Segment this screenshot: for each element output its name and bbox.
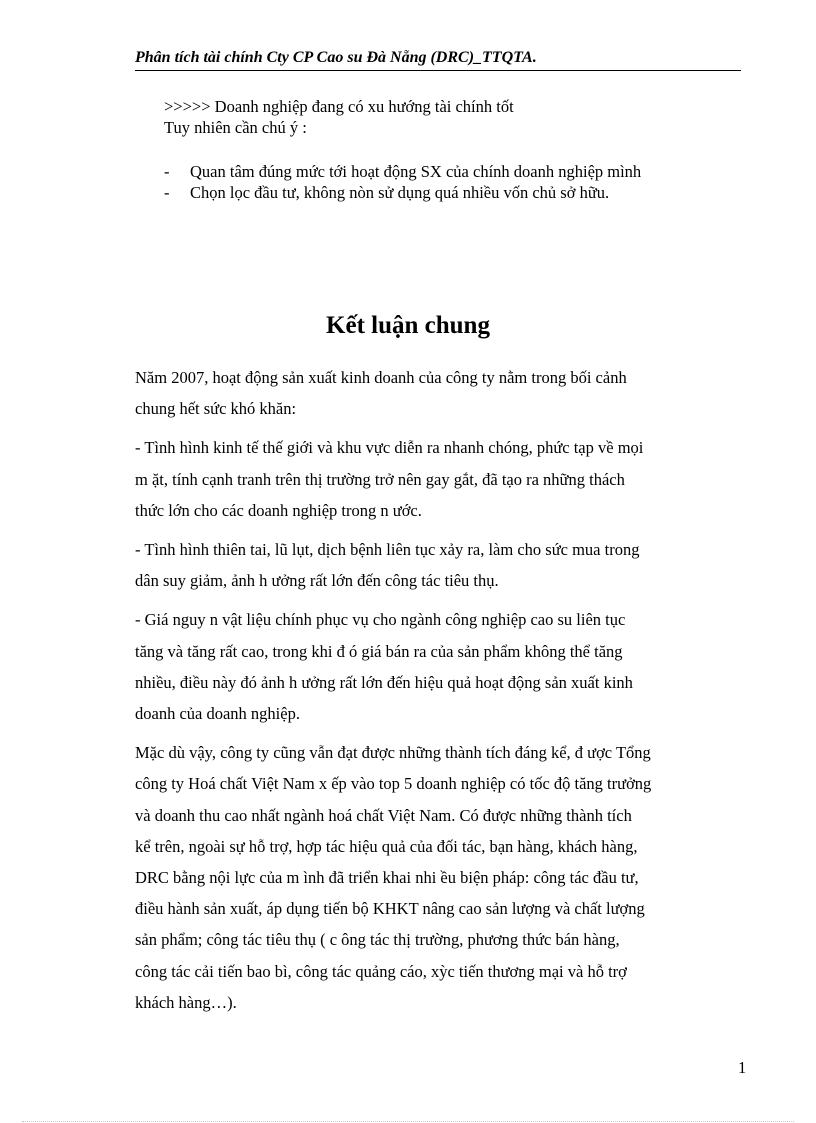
list-item (164, 182, 641, 203)
paragraph (135, 432, 735, 526)
text-line: công ty Hoá chất Việt Nam x ếp vào top 5 doanh nghiệp có tốc độ tăng trưởng (135, 774, 652, 794)
text-line: Mặc dù vậy, công ty cũng vẫn đạt được những thành tích đáng kể, đ ược Tổng (135, 743, 651, 763)
body-text (135, 362, 735, 1026)
text-line: m ặt, tính cạnh tranh trên thị trường trở nên gay gắt, đã tạo ra những thách (135, 469, 625, 489)
text-line: - Tình hình kinh tế thế giới và khu vực diễn ra nhanh chóng, phức tạp về mọi (135, 438, 644, 458)
bullet-list (164, 161, 641, 203)
bullet-text: Chọn lọc đầu tư, không nòn sử dụng quá nhiều vốn chủ sở hữu. (190, 183, 610, 202)
text-line: chung hết sức khó khăn: (135, 399, 297, 419)
bullet-dash: - (164, 162, 170, 181)
running-header: Phân tích tài chính Cty CP Cao su Đà Nẵng (DRC)_TTQTA. (135, 48, 741, 71)
paragraph (135, 362, 735, 424)
text-line: - Tình hình thiên tai, lũ lụt, dịch bệnh liên tục xảy ra, làm cho sức mua trong (135, 540, 640, 560)
text-line: khách hàng…). (135, 992, 237, 1012)
list-item (164, 161, 641, 182)
intro-block (164, 96, 514, 138)
intro-line-trend: >>>>> Doanh nghiệp đang có xu hướng tài chính tốt (164, 97, 514, 116)
text-line: - Giá nguy n vật liệu chính phục vụ cho ngành công nghiệp cao su liên tục (135, 610, 626, 630)
text-line: điều hành sản xuất, áp dụng tiến bộ KHKT nâng cao sản lượng và chất lượng (135, 899, 645, 919)
text-line: tăng và tăng rất cao, trong khi đ ó giá bán ra của sản phẩm không thể tăng (135, 641, 623, 661)
text-line: kể trên, ngoài sự hỗ trợ, hợp tác hiệu quả của đối tác, bạn hàng, khách hàng, (135, 836, 638, 856)
text-line: công tác cải tiến bao bì, công tác quảng cáo, xỳc tiến thương mại và hỗ trợ (135, 961, 627, 981)
paragraph (135, 534, 735, 596)
text-line: sản phẩm; công tác tiêu thụ ( c ông tác thị trường, phương thức bán hàng, (135, 930, 620, 950)
text-line: doanh của doanh nghiệp. (135, 704, 300, 724)
text-line: và doanh thu cao nhất ngành hoá chất Việt Nam. Có được những thành tích (135, 805, 632, 825)
text-line: dân suy giảm, ảnh h ưởng rất lớn đến công tác tiêu thụ. (135, 571, 499, 591)
text-line: Năm 2007, hoạt động sản xuất kinh doanh của công ty nằm trong bối cảnh (135, 368, 627, 387)
bullet-dash: - (164, 183, 170, 202)
page-number: 1 (738, 1058, 747, 1077)
page-bottom-divider (22, 1121, 794, 1122)
bullet-text: Quan tâm đúng mức tới hoạt động SX của chính doanh nghiệp mình (190, 162, 642, 181)
text-line: DRC bằng nội lực của m ình đã triển khai nhi ều biện pháp: công tác đầu tư, (135, 868, 639, 888)
paragraph (135, 604, 735, 729)
text-line: nhiều, điều này đó ảnh h ưởng rất lớn đến hiệu quả hoạt động sản xuất kinh (135, 672, 633, 692)
section-title: Kết luận chung (326, 312, 490, 339)
paragraph (135, 737, 735, 1018)
intro-line-note: Tuy nhiên cần chú ý : (164, 118, 307, 137)
text-line: thức lớn cho các doanh nghiệp trong n ước. (135, 500, 422, 520)
